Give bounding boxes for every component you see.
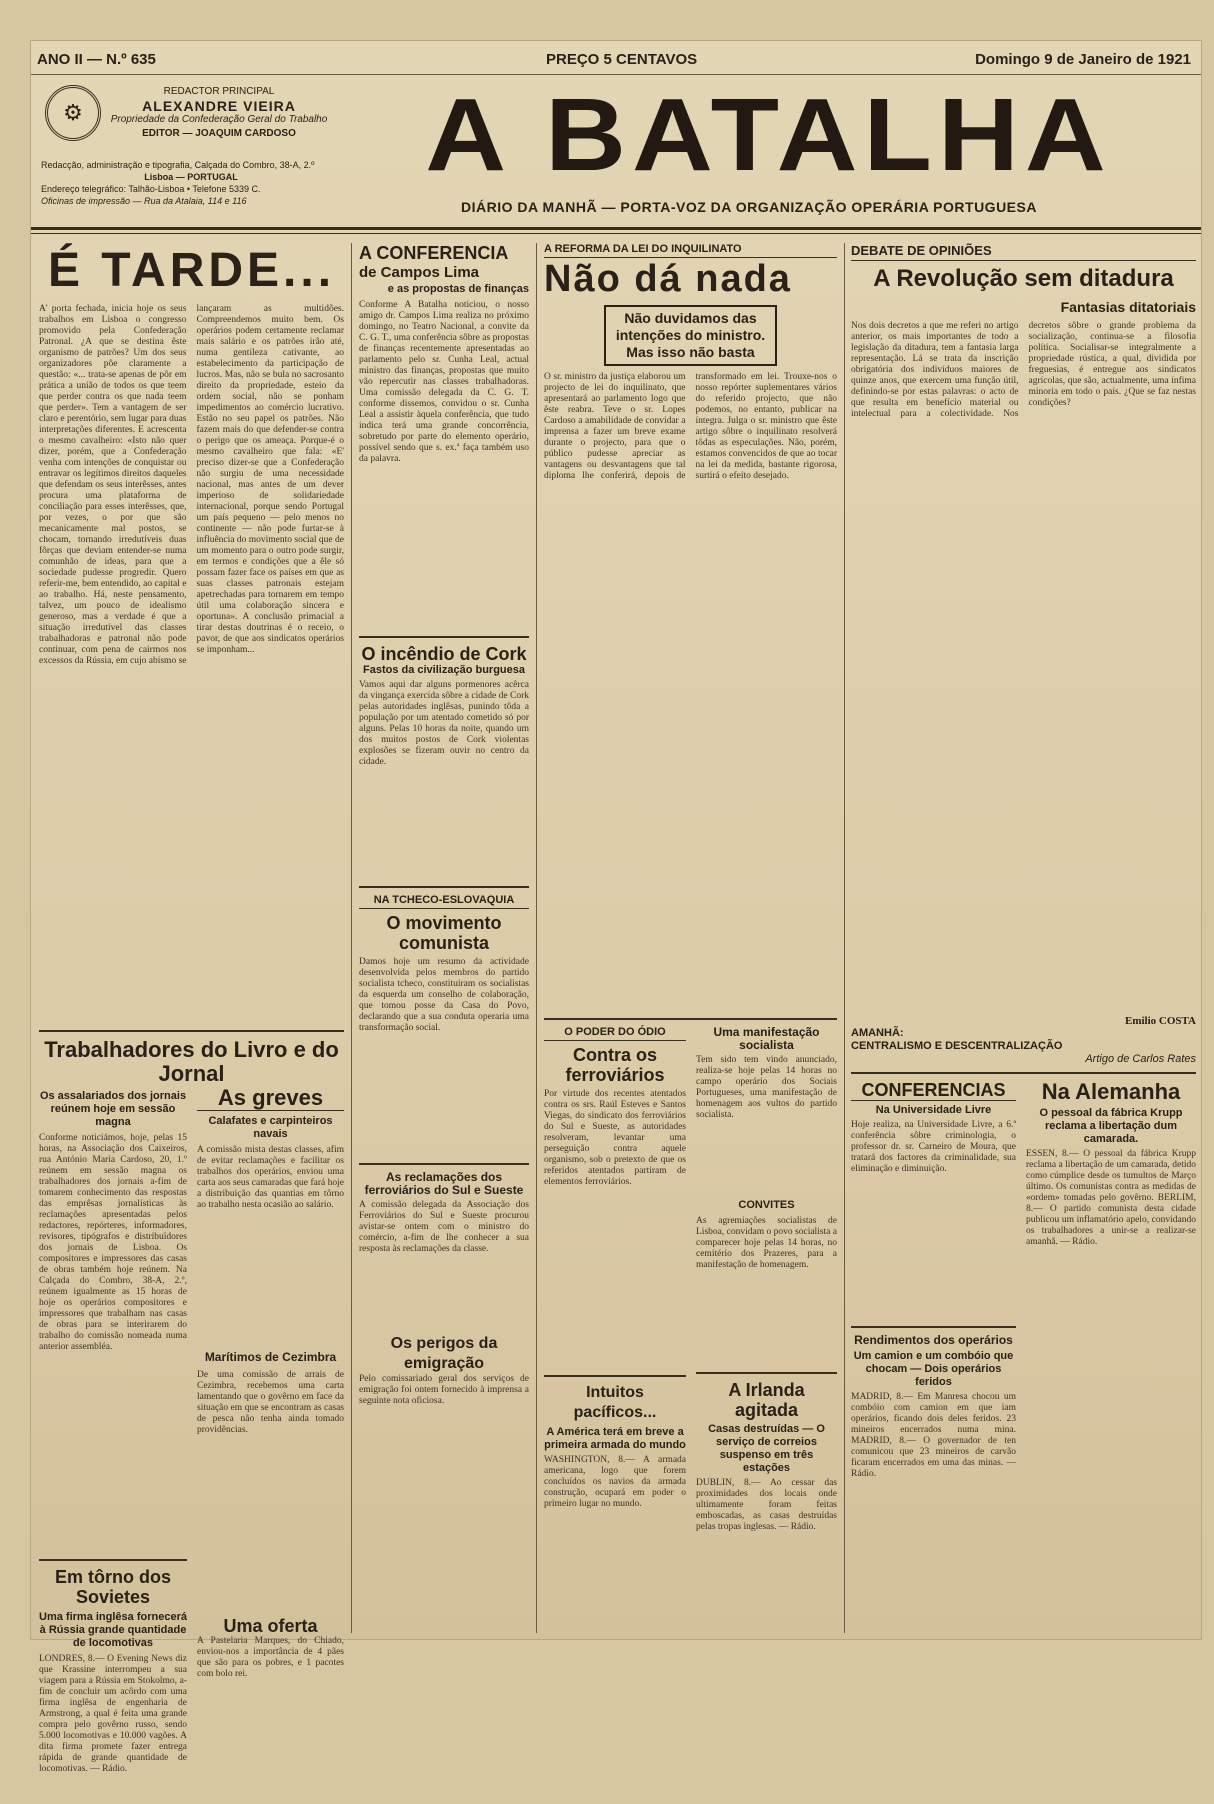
separator xyxy=(544,1375,686,1377)
column-1 xyxy=(39,243,344,1804)
article-ferroviarios-reclamacoes-headline: As reclamações dos ferroviários do Sul e Sueste xyxy=(364,1170,524,1197)
article-revolucao-signature: Emilio COSTA xyxy=(1124,1015,1196,1027)
next-article-author: Artigo de Carlos Rates xyxy=(1085,1053,1196,1065)
article-convites-headline: CONVITES xyxy=(738,1199,795,1211)
article-ferroviarios-reclamacoes-text: A comissão delegada da Associação dos Ferroviários do Sul e Sueste procurou avistar-se ontem com o ministro do comércio, a-fim de lhe conhecer a sua resposta às reclamações da classe. xyxy=(359,1200,529,1254)
article-sovietes-headline: Em tôrno dos Sovietes xyxy=(55,1567,171,1607)
article-cork-sub: Fastos da civilização burguesa xyxy=(362,664,525,676)
article-cezimbra-headline: Marítimos de Cezimbra xyxy=(204,1350,337,1364)
article-conferencia-sub: de Campos Lima xyxy=(359,264,480,281)
owner-line: Propriedade da Confederação Geral do Trabalho xyxy=(110,114,328,125)
issue-date: Domingo 9 de Janeiro de 1921 xyxy=(975,51,1191,68)
header-rule xyxy=(31,227,1201,230)
separator xyxy=(544,1018,837,1020)
article-alemanha-headline: Na Alemanha xyxy=(1041,1079,1181,1104)
top-line xyxy=(31,49,1201,75)
separator xyxy=(39,1030,344,1032)
article-inquilinato-text: O sr. ministro da justiça elaborou um projecto de lei do inquilinato, que apresentará ao parlamento logo que êste reabra. Teve o sr. Lopes Cardoso a amabilidade de convidar a imprensa a fazer um breve exame durante o projecto, para que o público pudesse apreciar as vantagens ou desvantagens que tal diploma lhe conferirá, depois de transformado em lei. Trouxe-nos o nosso repórter suplementares vários do referido projecto, que não podemos, no entanto, publicar na íntegra. Julga o sr. ministro que êste artigo sôbre o inquilinato resolverá tôdas as especulações. Não, porém, estamos convencidos de que ao tocar na lei da medida, bastante rigorosa, surtirá o efeito desejado. xyxy=(544,372,837,481)
article-conferencia-text: Conforme A Batalha noticiou, o nosso amigo dr. Campos Lima realiza no próximo domingo, no Teatro Nacional, a convite da C. G. T., uma conferência sôbre as propostas de finanças recentemente apresentadas ao parlamento pelo sr. Cunha Leal, actual ministro das finanças, propostas que muito vão repercutir nas classes trabalhadoras. Uma comissão delegada da C. G. T. conforme dissemos, convidou o sr. Cunha Leal a assistir àquela conferência, que tudo indica terá uma grande concorrência, sobretudo por parte do elemento operário, possível sendo que s. ex.ª faça também uso da palavra. xyxy=(359,300,529,464)
article-sovietes-sub: Uma firma inglêsa fornecerá à Rússia grande quantidade de locomotivas xyxy=(39,1611,187,1649)
article-alemanha-text: ESSEN, 8.— O pessoal da fábrica Krupp reclama a libertação de um camarada, detido como cúmplice desde os tumultos de Março último. Os comunistas contra as medidas de «ordem» tomadas pelo govêrno. BERLIM, 8.— O partido comunista desta cidade publicou um inflamatório apelo, convidando os trabalhadores a unir-se a realizar-se amanhã. — Rádio. xyxy=(1026,1149,1196,1247)
separator xyxy=(359,1163,529,1165)
separator xyxy=(696,1372,837,1374)
article-revolucao-kicker: DEBATE DE OPINIÕES xyxy=(851,243,1196,261)
address-line-1: Redacção, administração e tipografia, Calçada do Combro, 38-A, 2.º xyxy=(41,160,315,170)
article-irlanda-sub: Casas destruídas — O serviço de correios suspenso em três estações xyxy=(708,1423,825,1474)
separator xyxy=(359,886,529,888)
next-article-title: CENTRALISMO E DESCENTRALIZAÇÃO xyxy=(851,1040,1063,1052)
separator xyxy=(39,1559,187,1561)
column-3 xyxy=(544,243,837,1588)
address-block xyxy=(41,159,341,207)
article-pacificos-text: WASHINGTON, 8.— A armada americana, logo que forem concluídos os navios da armada construção, ocupará em poder o primeiro lugar no mundo. xyxy=(544,1455,686,1509)
article-cezimbra-text: De uma comissão de arrais de Cezimbra, recebemos uma carta lamentando que o govêrno em face da situação em que se encontram as casas de pesca não tenha ainda tomado providências. xyxy=(197,1370,344,1435)
column-2 xyxy=(359,243,529,1524)
article-alemanha-sub: O pessoal da fábrica Krupp reclama a libertação dum camarada. xyxy=(1039,1107,1183,1145)
article-conferencias-headline: CONFERENCIAS xyxy=(851,1080,1016,1101)
article-tarde-text: A' porta fechada, inicia hoje os seus trabalhos em Lisboa o congresso promovido pela Confederação Patronal. ¿A que se destina êste organismo de patrões? Um dos seus organizadores pôe claramente a questão: «... trata-se apenas de pôr em prática a união de todos os que teem que perder contra os que nada teem que perder». Tem a vantagem de ser claro e perentório, sem lugar para duas interpretações diferentes. E acrescenta o mesmo cavalheiro: «Isto não quer dizer, porém, que a Confederação venha com intenções de conquistar ou entravar os legítimos direitos daqueles que defendam os seus interêsses, antes procura uma plataforma de conciliação para esses interêsses, que, por vezes, o por que são mecanicamente mal postos, se chocam, tornando irredutíveis duas fôrças que deviam entender-se numa comunhão de ideas, para que a sociedade pudesse progredir. Quero referir-me, bem entendido, ao capital e ao trabalho. Há, neste pensamento, talvez, um pouco de idealismo generoso, mas a verdade é que a situação irredutível das classes trabalhadoras e patronal não pode continuar, com pena de cairmos nos excessos da Rússia, em cujo abismo se lançaram as multidões. Compreendemos muito bem. Os operários podem certamente reclamar mais salário e os patrões irão até, numa gentileza cativante, ao estabelecimento da participação de lucros. Mas, não se bula no sacrosanto direito da propriedade, esteio da ordem social, não se ponham impedimentos ao comércio lucrativo. Estão no seu papel os patrões. Não fazem mais do que defender-se contra o perigo que os ameaça. Porque-é o mesmo cavalheiro que fala: «E' preciso dizer-se que a Confederação não surgiu de uma necessidade nacional, mas antes de um dever imperioso de solidariedade internacional, porque sendo Portugal um país pequeno — pelo menos no continente — não pode furtar-se à influência do movimento social que de um momento para o outro pode surgir, em termos e condições que a êle só possam fazer face os países em que as suas classes patronais estejam apetrechadas para tornarem em tempo útil uma colaboração sincera e oportuna». A conclusão primacial a tirar destas doutrinas é o receio, o pavor, de que aos sindicatos operários se imponham... xyxy=(39,304,344,666)
article-conferencia-headline: A CONFERENCIA xyxy=(359,243,509,263)
article-ferroviarios-text: Por virtude dos recentes atentados contra os srs. Raúl Esteves e Santos Viegas, do sindicato dos ferroviários do Sul e Sueste, as autoridades resolveram, levantar uma perseguição contra aquele organismo, sob o pretexto de que os referidos atentados partiram de elementos ferroviários. xyxy=(544,1089,686,1187)
issue-number: ANO II — N.º 635 xyxy=(37,51,156,68)
article-ferroviarios-kicker: O PODER DO ÓDIO xyxy=(544,1026,686,1041)
editor-label: REDACTOR PRINCIPAL xyxy=(163,86,275,97)
article-tcheco-headline: O movimento comunista xyxy=(386,913,502,953)
article-conferencias-text: Hoje realiza, na Universidade Livre, a 6.ª conferência sôbre criminologia, o professor dr. sr. Carneiro de Moura, que tratará dos factores da criminalidade, sua eliminação e diminuição. xyxy=(851,1120,1016,1174)
separator xyxy=(851,1072,1196,1074)
article-socialista-text: Tem sido tem vindo anunciado, realiza-se hoje pelas 14 horas no campo operário dos Sociais Portugueses, uma manifestação de homenagem aos vultos do partido socialista. xyxy=(696,1055,837,1120)
separator xyxy=(851,1326,1016,1328)
separator xyxy=(359,636,529,638)
column-divider xyxy=(844,243,845,1633)
article-socialista-headline: Uma manifestação socialista xyxy=(713,1025,820,1052)
article-inquilinato-headline: Não dá nada xyxy=(544,258,792,300)
article-rendimentos-sub: Um camion e um combóio que chocam — Dois operários feridos xyxy=(853,1350,1014,1388)
article-pacificos-sub: A América terá em breve a primeira armada do mundo xyxy=(544,1426,686,1451)
confederation-seal-icon: ⚙ xyxy=(45,85,101,141)
article-tcheco-text: Damos hoje um resumo da actividade desenvolvida pelos membros do partido socialista tcheco, constituíram os socialistas da esquerda um conselho de colaboração, que tomou posse da Casa do Povo, declarando que a sua conduta operaria uma transformação social. xyxy=(359,957,529,1033)
article-ferroviarios-headline: Contra os ferroviários xyxy=(565,1045,665,1085)
editorial-block xyxy=(109,85,329,141)
article-greves-text: A comissão mista destas classes, afim de evitar reclamações e facilitar os trabalhos dos operários, enviou uma carta aos seus camaradas que fará hoje a distribuição das quantias em tôrno ao trabalho nesta ocasião ao salário. xyxy=(197,1145,344,1210)
article-revolucao-text: Nos dois decretos a que me referi no artigo anterior, os mais importantes de todo a legislação da ditadura, tem a fantasia larga representação. Lá se trata da inscrição obrigatória dos indivíduos maiores de quinze anos, que exercem uma função útil, definindo-se por estas palavras: o acto de que resulta em benefício material ou intelectual para a colectividade. Nos decretos sôbre o grande problema da socialização, continua-se a filosofia política. Socialisar-se integralmente a propriedade rústica, a qual, dividida por freguesias, é entregue aos sindicatos agrícolas, que são, actualmente, uma ínfima minoria em todo o país. ¿Que se faz nestas condições? xyxy=(851,321,1196,419)
article-revolucao-sub: Fantasias ditatoriais xyxy=(1060,299,1196,315)
article-inquilinato-kicker: A REFORMA DA LEI DO INQUILINATO xyxy=(544,243,837,258)
article-oferta-headline: Uma oferta xyxy=(223,1616,318,1636)
article-irlanda-text: DUBLIN, 8.— Ao cessar das proximidades dos locais onde ultimamente foram feitas emboscadas, as casas destruídas pelas tropas inglesas. — Rádio. xyxy=(696,1478,837,1532)
article-trabalhadores-sub: Os assalariados dos jornais reúnem hoje em sessão magna xyxy=(39,1090,187,1128)
article-tcheco-kicker: NA TCHECO-ESLOVAQUIA xyxy=(359,894,529,909)
article-pacificos-headline: Intuitos pacíficos... xyxy=(573,1384,657,1421)
column-4 xyxy=(851,243,1196,1582)
article-rendimentos-text: MADRID, 8.— Em Manresa chocou um combóio com camion em que iam operários, ficando dois deles feridos. 23 mineiros encerrados numa mina. MADRID, 8.— O governador de ten comunicou que 23 mineiros de carvão ficaram encerrados em uma das minas. — Rádio. xyxy=(851,1392,1016,1479)
article-cork-headline: O incêndio de Cork xyxy=(361,644,527,664)
address-line-4: Oficinas de impressão — Rua da Atalaia, 114 e 116 xyxy=(41,196,247,206)
article-irlanda-headline: A Irlanda agitada xyxy=(728,1380,805,1420)
article-revolucao-headline: A Revolução sem ditadura xyxy=(873,265,1174,292)
newspaper-tagline: DIÁRIO DA MANHÃ — PORTA-VOZ DA ORGANIZAÇÃO OPERÁRIA PORTUGUESA xyxy=(461,199,1037,215)
article-greves-headline: As greves xyxy=(197,1086,344,1111)
article-trabalhadores-text: Conforme noticiámos, hoje, pelas 15 horas, na Associação dos Caixeiros, rua António Maria Cardoso, 20, 1.º reúnem em sessão magna os trabalhadores dos jornais a-fim de tomarem conhecimento das respostas das emprêsas jornalísticas às reclamações apresentadas pelos redactores, repórteres, informadores, revisores, tipógrafos e distribuïdores dos jornais de Lisboa. Os compositores e impressores das casas de obras também hoje reúnem. Na Calçada do Combro, 38-A, 2.º, reúnem igualmente as 15 horas de hoje os operários compositores e impressores que trabalham nas casas de obras para se interirarem do trabalho do comissão nomeada numa anterior assembléa. xyxy=(39,1133,187,1352)
editor-name: ALEXANDRE VIEIRA xyxy=(142,98,296,114)
newspaper-page xyxy=(30,40,1202,1774)
address-line-3: Endereço telegráfico: Talhão-Lisboa • Telefone 5339 C. xyxy=(41,184,261,194)
header-rule-thin xyxy=(31,233,1201,234)
article-emigracao-headline: Os perigos da emigração xyxy=(390,1335,498,1372)
article-rendimentos-headline: Rendimentos dos operários xyxy=(854,1333,1013,1347)
article-cork-text: Vamos aqui dar alguns pormenores acêrca da vingança exercida sôbre a cidade de Cork pelas autoridades inglêsas, punindo tôda a população por um atentado cometido só por alguns. Pelas 10 horas da noite, quando um dos muitos postos de Cork violentas explosões se fizeram ouvir no centro da cidade. xyxy=(359,680,529,767)
article-convites-text: As agremiações socialistas de Lisboa, convidam o povo socialista a comparecer hoje pelas 14 horas, no cemitério dos Prazeres, para a manifestação de homenagem. xyxy=(696,1216,837,1270)
article-trabalhadores-headline: Trabalhadores do Livro e do Jornal xyxy=(44,1037,339,1086)
address-line-2: Lisboa — PORTUGAL xyxy=(144,172,238,182)
next-article-label: AMANHÃ: xyxy=(851,1027,904,1039)
newspaper-title: A BATALHA xyxy=(425,77,1112,193)
article-emigracao-text: Pelo comissariado geral dos serviços de emigração foi ontem fornecido à imprensa a seguinte nota oficiosa. xyxy=(359,1374,529,1406)
article-conferencias-sub: Na Universidade Livre xyxy=(875,1104,992,1116)
editor2-line: EDITOR — JOAQUIM CARDOSO xyxy=(142,128,296,139)
price: PREÇO 5 CENTAVOS xyxy=(546,51,698,68)
article-greves-sub: Calafates e carpinteiros navais xyxy=(208,1115,333,1140)
article-conferencia-sub2: e as propostas de finanças xyxy=(387,283,529,295)
column-divider xyxy=(351,243,352,1633)
column-divider xyxy=(536,243,537,1633)
article-tarde-headline: É TARDE... xyxy=(47,244,336,297)
article-oferta-text: A Pastelaria Marques, do Chiado, enviou-nos a importância de 4 pães que são para os pobres, e 1 pacotes com bolo rei. xyxy=(197,1636,344,1679)
article-sovietes-text: LONDRES, 8.— O Evening News diz que Krassine interrompeu a sua viagem para a Rússia em Stokolmo, a-fim de concluir um acôrdo com uma firma inglêsa de engenharia de Armstrong, a qual é feita uma grande compra pelo govêrno russo, sendo 5.000 locomotivas e 10.000 vagões. A dita firma promete fazer entrega rápida de grande quantidade de locomotivas. — Rádio. xyxy=(39,1654,187,1774)
article-inquilinato-box: Não duvidamos das intenções do ministro. Mas isso não basta xyxy=(604,305,777,366)
